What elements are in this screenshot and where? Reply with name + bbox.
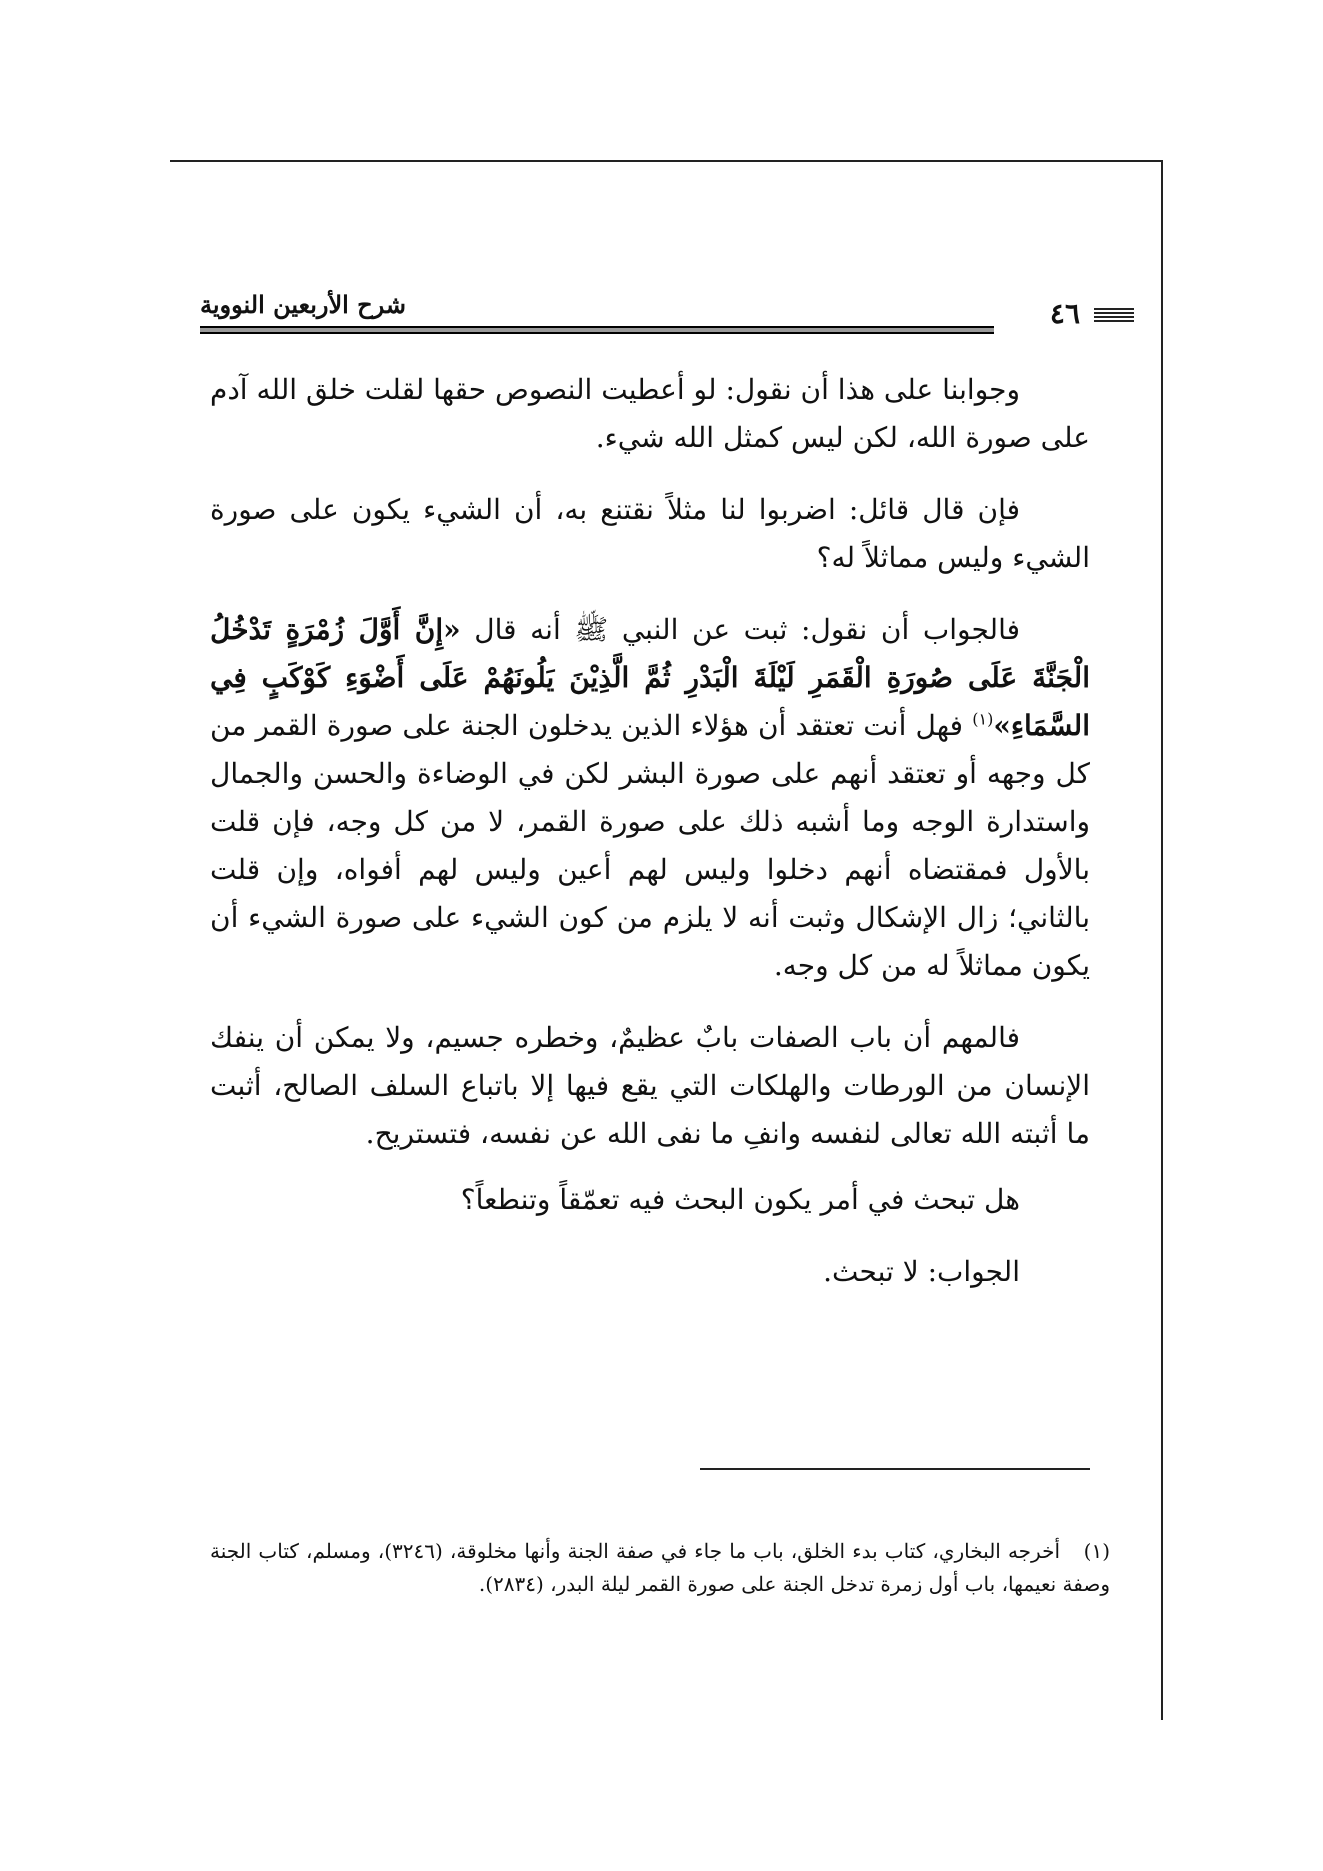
- running-title: شرح الأربعين النووية: [200, 290, 407, 319]
- footnote-separator: [700, 1468, 1090, 1470]
- page-number: ٤٦: [1049, 297, 1080, 330]
- page-header: [200, 290, 1080, 346]
- page-frame-top-border: [170, 160, 1163, 162]
- hadith-intro-text: فالجواب أن نقول: ثبت عن النبي ﷺ أنه قال: [460, 613, 1020, 646]
- footnote: [210, 1535, 1110, 1601]
- header-rule: [200, 326, 994, 334]
- footnote-marker: (١): [972, 709, 994, 729]
- page-number-ornament: [1094, 308, 1134, 322]
- paragraph-objection: فإن قال قائل: اضربوا لنا مثلاً نقتنع به، أن الشيء يكون على صورة الشيء وليس مماثلاً له؟: [210, 493, 1090, 574]
- page-frame-right-border: [1161, 160, 1163, 1720]
- paragraph-answer-intro: وجوابنا على هذا أن نقول: لو أعطيت النصوص حقها لقلت خلق الله آدم على صورة الله، لكن ليس كمثل الله شيء.: [210, 373, 1090, 454]
- hadith-quote: «إِنَّ أَوَّلَ زُمْرَةٍ تَدْخُلُ الْجَنَّةَ عَلَى صُورَةِ الْقَمَرِ لَيْلَةَ الْبَدْرِ ثُمَّ الَّذِيْنَ يَلُونَهُمْ عَلَى أَضْوَءِ كَوْكَبٍ فِي السَّمَاءِ»: [210, 613, 1090, 742]
- hadith-explanation-text: فهل أنت تعتقد أن هؤلاء الذين يدخلون الجنة على صورة القمر من كل وجهه أو تعتقد أنهم على صورة البشر لكن في الوضاءة والحسن والجمال واستدارة الوجه وما أشبه ذلك على صورة القمر، لا من كل وجه، فإن قلت بالأول فمقتضاه أنهم دخلوا وليس لهم أعين وليس لهم أفواه، وإن قلت بالثاني؛ زال الإشكال وثبت أنه لا يلزم من كون الشيء على صورة الشيء أن يكون مماثلاً له من كل وجه.: [210, 709, 1091, 982]
- main-text: [210, 366, 1090, 1320]
- paragraph-closing: فالمهم أن باب الصفات بابٌ عظيمٌ، وخطره جسيم، ولا يمكن أن ينفك الإنسان من الورطات والهلكات التي يقع فيها إلا باتباع السلف الصالح، أثبت ما أثبته الله تعالى لنفسه وانفِ ما نفى الله عن نفسه، فتستريح.: [210, 1021, 1090, 1150]
- footnote-text: أخرجه البخاري، كتاب بدء الخلق، باب ما جاء في صفة الجنة وأنها مخلوقة، (٣٢٤٦)، ومسلم، كتاب الجنة وصفة نعيمها، باب أول زمرة تدخل الجنة على صورة القمر ليلة البدر، (٢٨٣٤).: [210, 1539, 1110, 1596]
- reply-line: الجواب: لا تبحث.: [823, 1255, 1020, 1288]
- paragraph-hadith-answer: [210, 606, 1090, 990]
- footnote-number: (١): [1083, 1539, 1110, 1563]
- question-line: هل تبحث في أمر يكون البحث فيه تعمّقاً وتنطعاً؟: [460, 1183, 1020, 1216]
